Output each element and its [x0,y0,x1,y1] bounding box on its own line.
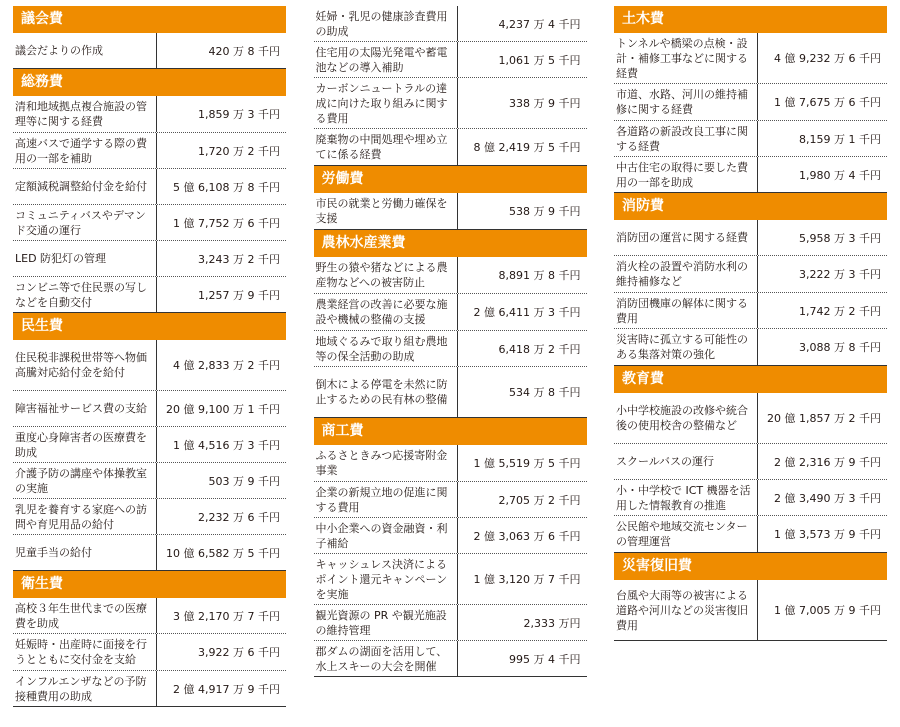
budget-row [314,518,587,554]
budget-row [614,33,887,84]
budget-row [614,516,887,553]
item-label: 清和地域拠点複合施設の管理等に関する経費 [15,100,147,128]
item-amount: 1 億 5,519 万 5 千円 [457,445,587,481]
budget-row [314,554,587,605]
item-amount: 1,742 万 2 千円 [757,293,887,328]
item-label: 重度心身障害者の医療費を助成 [15,430,147,459]
section-rows [314,6,587,166]
section-rows [614,393,887,553]
section-rows [13,96,286,313]
item-amount: 8 億 2,419 万 5 千円 [457,129,587,165]
item-label: ふるさときみつ応援寄附金事業 [315,449,448,477]
item-amount: 1,257 万 9 千円 [156,277,286,312]
budget-row [314,78,587,129]
item-amount: 503 万 9 千円 [156,463,286,498]
budget-section [314,6,587,166]
budget-row [614,393,887,444]
section-rows [614,220,887,366]
item-label: 妊婦・乳児の健康診査費用の助成 [315,9,448,38]
section-heading: 農林水産業費 [314,230,587,257]
budget-section [13,313,286,571]
item-label: コンビニ等で住民票の写しなどを自動交付 [15,280,147,309]
item-label: 倒木による停電を未然に防止するための民有林の整備 [315,378,448,406]
item-amount: 538 万 9 千円 [457,193,587,229]
item-label: 消防団機庫の解体に関する費用 [616,296,748,325]
item-amount: 1 億 7,675 万 6 千円 [757,84,887,120]
item-label: 高校３年生世代までの医療費を助成 [15,601,147,630]
item-amount: 1,720 万 2 千円 [156,133,286,168]
section-rows [614,580,887,641]
budget-section [314,418,587,677]
item-label: 観光資源の PR や観光施設の維持管理 [315,608,447,637]
item-amount: 2,232 万 6 千円 [156,499,286,534]
item-label: 小・中学校で ICT 機器を活用した情報教育の推進 [616,483,751,512]
item-label: 台風や大雨等の被害による道路や河川などの災害復旧費用 [616,588,748,632]
budget-row [614,580,887,641]
item-label: 議会だよりの作成 [15,44,103,57]
budget-row [314,605,587,641]
item-label: 消防団の運営に関する経費 [616,231,748,244]
item-label: 中古住宅の取得に要した費用の一部を助成 [616,160,748,189]
item-amount: 995 万 4 千円 [457,641,587,676]
budget-row [13,241,286,277]
section-heading: 議会費 [13,6,286,33]
budget-row [13,96,286,133]
item-label: 郡ダムの湖面を活用して、水上スキーの大会を開催 [315,644,448,673]
item-amount: 1 億 3,573 万 9 千円 [757,516,887,552]
item-amount: 2 億 2,316 万 9 千円 [757,444,887,479]
item-amount: 8,159 万 1 千円 [757,121,887,156]
item-label: キャッシュレス決済によるポイント還元キャンペーンを実施 [315,557,448,601]
item-amount: 5 億 6,108 万 8 千円 [156,169,286,204]
section-heading: 労働費 [314,166,587,193]
item-amount: 3,922 万 6 千円 [156,634,286,670]
item-amount: 1 億 7,752 万 6 千円 [156,205,286,240]
item-label: 災害時に孤立する可能性のある集落対策の強化 [616,333,748,361]
section-heading: 総務費 [13,69,286,96]
budget-row [13,33,286,69]
budget-row [13,169,286,205]
item-label: スクールバスの運行 [616,455,715,468]
budget-section [13,571,286,707]
item-amount: 10 億 6,582 万 5 千円 [156,535,286,570]
budget-section [314,166,587,230]
budget-row [13,634,286,671]
budget-section [314,230,587,418]
item-amount: 1,859 万 3 千円 [156,96,286,132]
item-amount: 20 億 9,100 万 1 千円 [156,391,286,426]
item-label: LED 防犯灯の管理 [15,252,107,265]
section-heading: 商工費 [314,418,587,445]
item-amount: 8,891 万 8 千円 [457,257,587,293]
section-heading: 教育費 [614,366,887,393]
item-label: 企業の新規立地の促進に関する費用 [315,485,448,514]
budget-row [13,671,286,707]
item-amount: 1 億 4,516 万 3 千円 [156,427,286,462]
section-rows [314,445,587,677]
section-rows [13,33,286,69]
item-label: 定額減税調整給付金を給付 [15,180,147,193]
budget-row [614,121,887,157]
budget-row [13,427,286,463]
item-amount: 534 万 8 千円 [457,367,587,417]
item-amount: 338 万 9 千円 [457,78,587,128]
section-rows [614,33,887,193]
item-amount: 1,980 万 4 千円 [757,157,887,192]
budget-row [13,277,286,313]
budget-row [314,331,587,367]
section-rows [13,598,286,707]
section-heading: 土木費 [614,6,887,33]
item-amount: 1,061 万 5 千円 [457,42,587,77]
item-label: 市道、水路、河川の維持補修に関する経費 [616,88,748,116]
item-label: 野生の猿や猪などによる農産物などへの被害防止 [315,261,448,289]
item-amount: 2,705 万 2 千円 [457,482,587,517]
section-heading: 衛生費 [13,571,286,598]
item-label: 住民税非課税世帯等へ物価高騰対応給付金を給付 [15,351,147,379]
section-rows [314,257,587,418]
column-left [13,6,286,727]
item-label: 各道路の新設改良工事に関する経費 [616,124,748,153]
item-label: 地域ぐるみで取り組む農地等の保全活動の助成 [315,334,448,363]
budget-row [13,499,286,535]
section-heading: 民生費 [13,313,286,340]
budget-row [614,329,887,366]
budget-row [614,84,887,121]
budget-row [614,480,887,516]
section-rows [13,340,286,571]
item-amount: 420 万 8 千円 [156,33,286,68]
item-amount: 6,418 万 2 千円 [457,331,587,366]
item-amount: 2,333 万円 [457,605,587,640]
item-amount: 2 億 3,063 万 6 千円 [457,518,587,553]
section-heading: 災害復旧費 [614,553,887,580]
item-label: 住宅用の太陽光発電や蓄電池などの導入補助 [315,45,448,74]
budget-row [314,193,587,230]
item-amount: 1 億 7,005 万 9 千円 [757,580,887,640]
budget-section [614,366,887,553]
budget-row [13,598,286,634]
budget-section [13,69,286,313]
budget-row [314,257,587,294]
item-amount: 1 億 3,120 万 7 千円 [457,554,587,604]
budget-row [314,294,587,331]
budget-row [614,293,887,329]
item-amount: 3,243 万 2 千円 [156,241,286,276]
item-label: 高速バスで通学する際の費用の一部を補助 [15,136,147,165]
budget-row [13,340,286,391]
item-label: 農業経営の改善に必要な施設や機械の整備の支援 [315,298,448,326]
item-amount: 3,222 万 3 千円 [757,256,887,292]
budget-row [314,6,587,42]
budget-section [614,193,887,366]
item-label: 障害福祉サービス費の支給 [15,402,147,415]
budget-row [13,133,286,169]
item-label: トンネルや橋梁の点検・設計・補修工事などに関する経費 [616,36,748,80]
item-label: カーボンニュートラルの達成に向けた取り組みに関する費用 [315,81,448,125]
item-amount: 3,088 万 8 千円 [757,329,887,365]
budget-row [13,535,286,571]
budget-row [614,256,887,293]
item-label: 小中学校施設の改修や統合後の使用校舎の整備など [616,404,748,432]
item-label: 児童手当の給付 [15,546,92,559]
budget-row [314,482,587,518]
item-label: 乳児を養育する家庭への訪問や育児用品の給付 [15,502,147,531]
item-amount: 2 億 6,411 万 3 千円 [457,294,587,330]
item-amount: 20 億 1,857 万 2 千円 [757,393,887,443]
item-label: 消火栓の設置や消防水利の維持補修など [616,260,748,288]
item-label: 廃棄物の中間処理や埋め立てに係る経費 [315,133,448,161]
item-label: 市民の就業と労働力確保を支援 [315,197,448,225]
budget-row [314,42,587,78]
column-middle [314,6,587,727]
item-amount: 4,237 万 4 千円 [457,6,587,41]
section-rows [314,193,587,230]
budget-row [13,391,286,427]
item-amount: 5,958 万 3 千円 [757,220,887,255]
item-label: インフルエンザなどの予防接種費用の助成 [15,674,147,703]
budget-row [614,444,887,480]
budget-row [314,445,587,482]
item-amount: 3 億 2,170 万 7 千円 [156,598,286,633]
item-amount: 4 億 2,833 万 2 千円 [156,340,286,390]
budget-row [314,367,587,418]
budget-row [13,205,286,241]
item-label: コミュニティバスやデマンド交通の運行 [15,208,146,237]
item-label: 妊娠時・出産時に面接を行うとともに交付金を支給 [15,638,147,666]
section-heading: 消防費 [614,193,887,220]
budget-row [314,129,587,166]
column-right [614,6,887,727]
budget-section [614,6,887,193]
budget-row [314,641,587,677]
budget-row [614,220,887,256]
budget-row [13,463,286,499]
item-label: 中小企業への資金融資・利子補給 [315,521,448,550]
budget-section [13,6,286,69]
item-label: 介護予防の講座や体操教室の実施 [15,466,147,495]
item-label: 公民館や地域交流センターの管理運営 [616,520,748,548]
item-amount: 2 億 4,917 万 9 千円 [156,671,286,706]
item-amount: 2 億 3,490 万 3 千円 [757,480,887,515]
budget-row [614,157,887,193]
budget-section [614,553,887,641]
item-amount: 4 億 9,232 万 6 千円 [757,33,887,83]
